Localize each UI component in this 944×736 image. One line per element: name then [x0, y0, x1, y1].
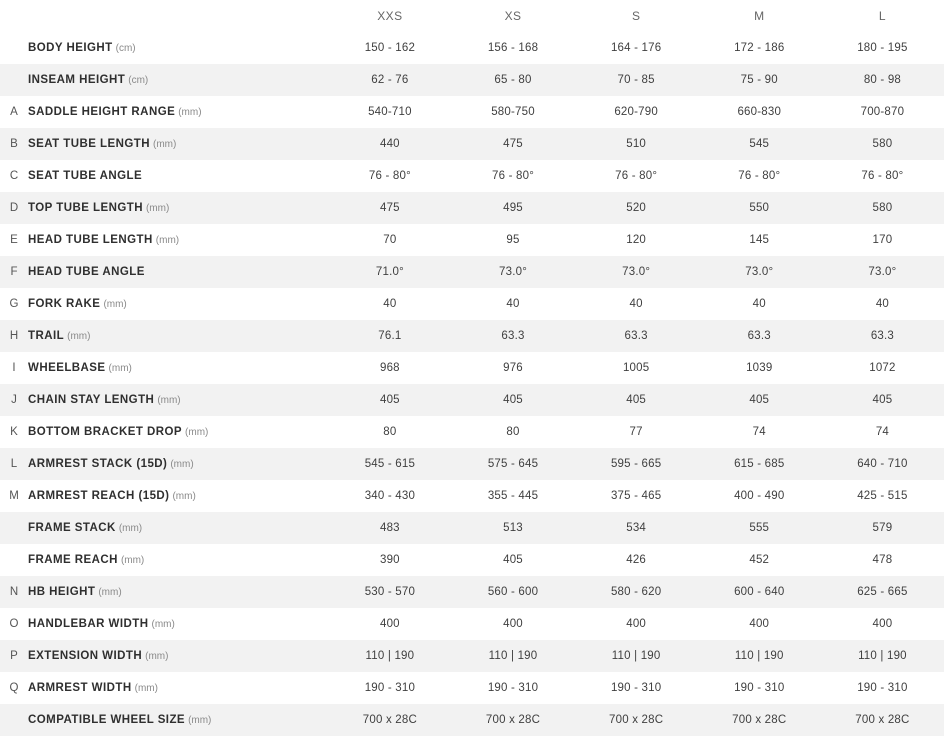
cell-value: 76 - 80°	[328, 160, 451, 192]
cell-value: 540-710	[328, 96, 451, 128]
cell-value: 400 - 490	[698, 480, 821, 512]
row-letter: P	[0, 640, 28, 672]
cell-value: 76 - 80°	[575, 160, 698, 192]
cell-value: 700 x 28C	[328, 704, 451, 736]
cell-value: 495	[451, 192, 574, 224]
row-measure-label	[28, 448, 328, 480]
header-size-l: L	[821, 0, 944, 32]
row-measure-label	[28, 256, 328, 288]
cell-value: 63.3	[451, 320, 574, 352]
cell-value: 575 - 645	[451, 448, 574, 480]
measure-unit: (mm)	[145, 651, 169, 662]
row-letter: K	[0, 416, 28, 448]
row-measure-label	[28, 704, 328, 736]
cell-value: 73.0°	[698, 256, 821, 288]
cell-value: 400	[698, 608, 821, 640]
cell-value: 77	[575, 416, 698, 448]
cell-value: 530 - 570	[328, 576, 451, 608]
cell-value: 40	[575, 288, 698, 320]
cell-value: 426	[575, 544, 698, 576]
table-row	[0, 416, 944, 448]
row-letter: D	[0, 192, 28, 224]
row-letter	[0, 512, 28, 544]
table-row	[0, 672, 944, 704]
cell-value: 156 - 168	[451, 32, 574, 64]
cell-value: 355 - 445	[451, 480, 574, 512]
cell-value: 190 - 310	[451, 672, 574, 704]
measure-name: EXTENSION WIDTH	[28, 650, 143, 662]
cell-value: 76 - 80°	[698, 160, 821, 192]
cell-value: 405	[821, 384, 944, 416]
cell-value: 73.0°	[575, 256, 698, 288]
cell-value: 172 - 186	[698, 32, 821, 64]
row-letter	[0, 704, 28, 736]
table-row	[0, 512, 944, 544]
cell-value: 1005	[575, 352, 698, 384]
cell-value: 478	[821, 544, 944, 576]
row-letter	[0, 64, 28, 96]
cell-value: 190 - 310	[328, 672, 451, 704]
cell-value: 510	[575, 128, 698, 160]
cell-value: 145	[698, 224, 821, 256]
cell-value: 63.3	[698, 320, 821, 352]
cell-value: 700 x 28C	[698, 704, 821, 736]
cell-value: 40	[328, 288, 451, 320]
measure-unit: (mm)	[145, 203, 170, 214]
table-row	[0, 32, 944, 64]
cell-value: 74	[698, 416, 821, 448]
cell-value: 560 - 600	[451, 576, 574, 608]
cell-value: 65 - 80	[451, 64, 574, 96]
table-row	[0, 608, 944, 640]
row-letter	[0, 544, 28, 576]
cell-value: 620-790	[575, 96, 698, 128]
cell-value: 483	[328, 512, 451, 544]
cell-value: 73.0°	[821, 256, 944, 288]
cell-value: 1072	[821, 352, 944, 384]
table-row	[0, 192, 944, 224]
row-letter: I	[0, 352, 28, 384]
cell-value: 400	[575, 608, 698, 640]
cell-value: 475	[451, 128, 574, 160]
cell-value: 71.0°	[328, 256, 451, 288]
row-measure-label	[28, 672, 328, 704]
cell-value: 1039	[698, 352, 821, 384]
measure-name: ARMREST WIDTH	[28, 682, 132, 694]
cell-value: 40	[821, 288, 944, 320]
measure-name: HEAD TUBE ANGLE	[28, 266, 145, 278]
cell-value: 110 | 190	[328, 640, 451, 672]
measure-name: FRAME STACK	[28, 522, 116, 534]
measure-unit: (mm)	[134, 683, 158, 694]
cell-value: 95	[451, 224, 574, 256]
row-measure-label	[28, 96, 328, 128]
cell-value: 76 - 80°	[821, 160, 944, 192]
row-letter: A	[0, 96, 28, 128]
measure-name: WHEELBASE	[28, 362, 106, 374]
measure-unit: (mm)	[185, 427, 209, 438]
row-letter: H	[0, 320, 28, 352]
cell-value: 75 - 90	[698, 64, 821, 96]
table-row	[0, 256, 944, 288]
row-letter	[0, 32, 28, 64]
table-row	[0, 640, 944, 672]
cell-value: 110 | 190	[698, 640, 821, 672]
measure-name: SADDLE HEIGHT RANGE	[28, 106, 176, 118]
cell-value: 452	[698, 544, 821, 576]
header-size-s: S	[575, 0, 698, 32]
cell-value: 400	[451, 608, 574, 640]
cell-value: 70 - 85	[575, 64, 698, 96]
cell-value: 76.1	[328, 320, 451, 352]
measure-name: INSEAM HEIGHT	[28, 74, 126, 86]
cell-value: 700-870	[821, 96, 944, 128]
table-row	[0, 128, 944, 160]
measure-name: FORK RAKE	[28, 298, 101, 310]
table-row	[0, 160, 944, 192]
cell-value: 375 - 465	[575, 480, 698, 512]
cell-value: 190 - 310	[821, 672, 944, 704]
cell-value: 405	[328, 384, 451, 416]
cell-value: 615 - 685	[698, 448, 821, 480]
table-row	[0, 288, 944, 320]
table-row	[0, 384, 944, 416]
header-size-xxs: XXS	[328, 0, 451, 32]
cell-value: 63.3	[575, 320, 698, 352]
measure-name: BOTTOM BRACKET DROP	[28, 426, 183, 438]
measure-name: TOP TUBE LENGTH	[28, 202, 143, 214]
cell-value: 405	[575, 384, 698, 416]
header-row	[0, 0, 944, 32]
cell-value: 580-750	[451, 96, 574, 128]
measure-unit: (mm)	[153, 139, 177, 150]
cell-value: 640 - 710	[821, 448, 944, 480]
cell-value: 390	[328, 544, 451, 576]
cell-value: 520	[575, 192, 698, 224]
table-row	[0, 224, 944, 256]
header-size-m: M	[698, 0, 821, 32]
row-measure-label	[28, 288, 328, 320]
measure-name: FRAME REACH	[28, 554, 118, 566]
measure-name: HANDLEBAR WIDTH	[28, 618, 149, 630]
table-row	[0, 64, 944, 96]
cell-value: 400	[821, 608, 944, 640]
measure-unit: (cm)	[115, 43, 136, 54]
row-measure-label	[28, 512, 328, 544]
row-measure-label	[28, 224, 328, 256]
cell-value: 40	[698, 288, 821, 320]
row-letter: O	[0, 608, 28, 640]
cell-value: 700 x 28C	[575, 704, 698, 736]
cell-value: 150 - 162	[328, 32, 451, 64]
measure-unit: (mm)	[155, 235, 180, 246]
row-measure-label	[28, 480, 328, 512]
measure-unit: (mm)	[120, 555, 145, 566]
measure-unit: (mm)	[157, 395, 181, 406]
row-measure-label	[28, 32, 328, 64]
cell-value: 440	[328, 128, 451, 160]
row-measure-label	[28, 576, 328, 608]
measure-name: SEAT TUBE ANGLE	[28, 170, 143, 182]
cell-value: 400	[328, 608, 451, 640]
cell-value: 968	[328, 352, 451, 384]
cell-value: 545 - 615	[328, 448, 451, 480]
measure-name: CHAIN STAY LENGTH	[28, 394, 155, 406]
measure-name: ARMREST STACK (15D)	[28, 458, 168, 470]
cell-value: 534	[575, 512, 698, 544]
measure-name: SEAT TUBE LENGTH	[28, 138, 151, 150]
measure-unit: (mm)	[108, 363, 132, 374]
cell-value: 180 - 195	[821, 32, 944, 64]
cell-value: 580 - 620	[575, 576, 698, 608]
row-measure-label	[28, 192, 328, 224]
cell-value: 110 | 190	[821, 640, 944, 672]
row-measure-label	[28, 352, 328, 384]
cell-value: 80	[328, 416, 451, 448]
cell-value: 550	[698, 192, 821, 224]
table-row	[0, 544, 944, 576]
row-letter: C	[0, 160, 28, 192]
cell-value: 405	[698, 384, 821, 416]
cell-value: 660-830	[698, 96, 821, 128]
cell-value: 40	[451, 288, 574, 320]
measure-name: HB HEIGHT	[28, 586, 96, 598]
cell-value: 405	[451, 544, 574, 576]
cell-value: 700 x 28C	[821, 704, 944, 736]
row-measure-label	[28, 320, 328, 352]
table-row	[0, 320, 944, 352]
table-body	[0, 32, 944, 736]
cell-value: 76 - 80°	[451, 160, 574, 192]
measure-unit: (mm)	[188, 715, 212, 726]
cell-value: 62 - 76	[328, 64, 451, 96]
cell-value: 513	[451, 512, 574, 544]
cell-value: 80	[451, 416, 574, 448]
cell-value: 425 - 515	[821, 480, 944, 512]
header-measure-col	[28, 0, 328, 32]
cell-value: 545	[698, 128, 821, 160]
measure-unit: (mm)	[178, 107, 202, 118]
cell-value: 580	[821, 128, 944, 160]
measure-unit: (mm)	[172, 491, 196, 502]
measure-unit: (mm)	[170, 459, 194, 470]
cell-value: 340 - 430	[328, 480, 451, 512]
measure-name: ARMREST REACH (15D)	[28, 490, 170, 502]
row-letter: B	[0, 128, 28, 160]
cell-value: 120	[575, 224, 698, 256]
row-letter: F	[0, 256, 28, 288]
row-letter: N	[0, 576, 28, 608]
table-header	[0, 0, 944, 32]
cell-value: 74	[821, 416, 944, 448]
row-measure-label	[28, 544, 328, 576]
measure-name: HEAD TUBE LENGTH	[28, 234, 153, 246]
table-row	[0, 352, 944, 384]
cell-value: 555	[698, 512, 821, 544]
row-measure-label	[28, 608, 328, 640]
row-measure-label	[28, 160, 328, 192]
measure-unit: (mm)	[103, 299, 127, 310]
cell-value: 475	[328, 192, 451, 224]
row-letter: L	[0, 448, 28, 480]
cell-value: 595 - 665	[575, 448, 698, 480]
measure-name: TRAIL	[28, 330, 65, 342]
header-size-xs: XS	[451, 0, 574, 32]
row-letter: G	[0, 288, 28, 320]
row-measure-label	[28, 384, 328, 416]
cell-value: 190 - 310	[575, 672, 698, 704]
cell-value: 70	[328, 224, 451, 256]
row-measure-label	[28, 128, 328, 160]
row-letter: M	[0, 480, 28, 512]
measure-unit: (mm)	[67, 331, 91, 342]
cell-value: 110 | 190	[575, 640, 698, 672]
measure-name: BODY HEIGHT	[28, 42, 113, 54]
cell-value: 579	[821, 512, 944, 544]
measure-unit: (mm)	[118, 523, 143, 534]
cell-value: 600 - 640	[698, 576, 821, 608]
row-measure-label	[28, 640, 328, 672]
row-measure-label	[28, 416, 328, 448]
row-measure-label	[28, 64, 328, 96]
table-row	[0, 704, 944, 736]
measure-unit: (mm)	[151, 619, 175, 630]
cell-value: 80 - 98	[821, 64, 944, 96]
row-letter: E	[0, 224, 28, 256]
measure-unit: (mm)	[98, 587, 122, 598]
cell-value: 190 - 310	[698, 672, 821, 704]
header-letter-col	[0, 0, 28, 32]
row-letter: J	[0, 384, 28, 416]
cell-value: 976	[451, 352, 574, 384]
cell-value: 700 x 28C	[451, 704, 574, 736]
table-row	[0, 448, 944, 480]
row-letter: Q	[0, 672, 28, 704]
cell-value: 625 - 665	[821, 576, 944, 608]
cell-value: 164 - 176	[575, 32, 698, 64]
table-row	[0, 96, 944, 128]
cell-value: 63.3	[821, 320, 944, 352]
table-row	[0, 576, 944, 608]
cell-value: 405	[451, 384, 574, 416]
measure-unit: (cm)	[128, 75, 149, 86]
table-row	[0, 480, 944, 512]
cell-value: 580	[821, 192, 944, 224]
cell-value: 110 | 190	[451, 640, 574, 672]
cell-value: 73.0°	[451, 256, 574, 288]
cell-value: 170	[821, 224, 944, 256]
measure-name: COMPATIBLE WHEEL SIZE	[28, 714, 186, 726]
